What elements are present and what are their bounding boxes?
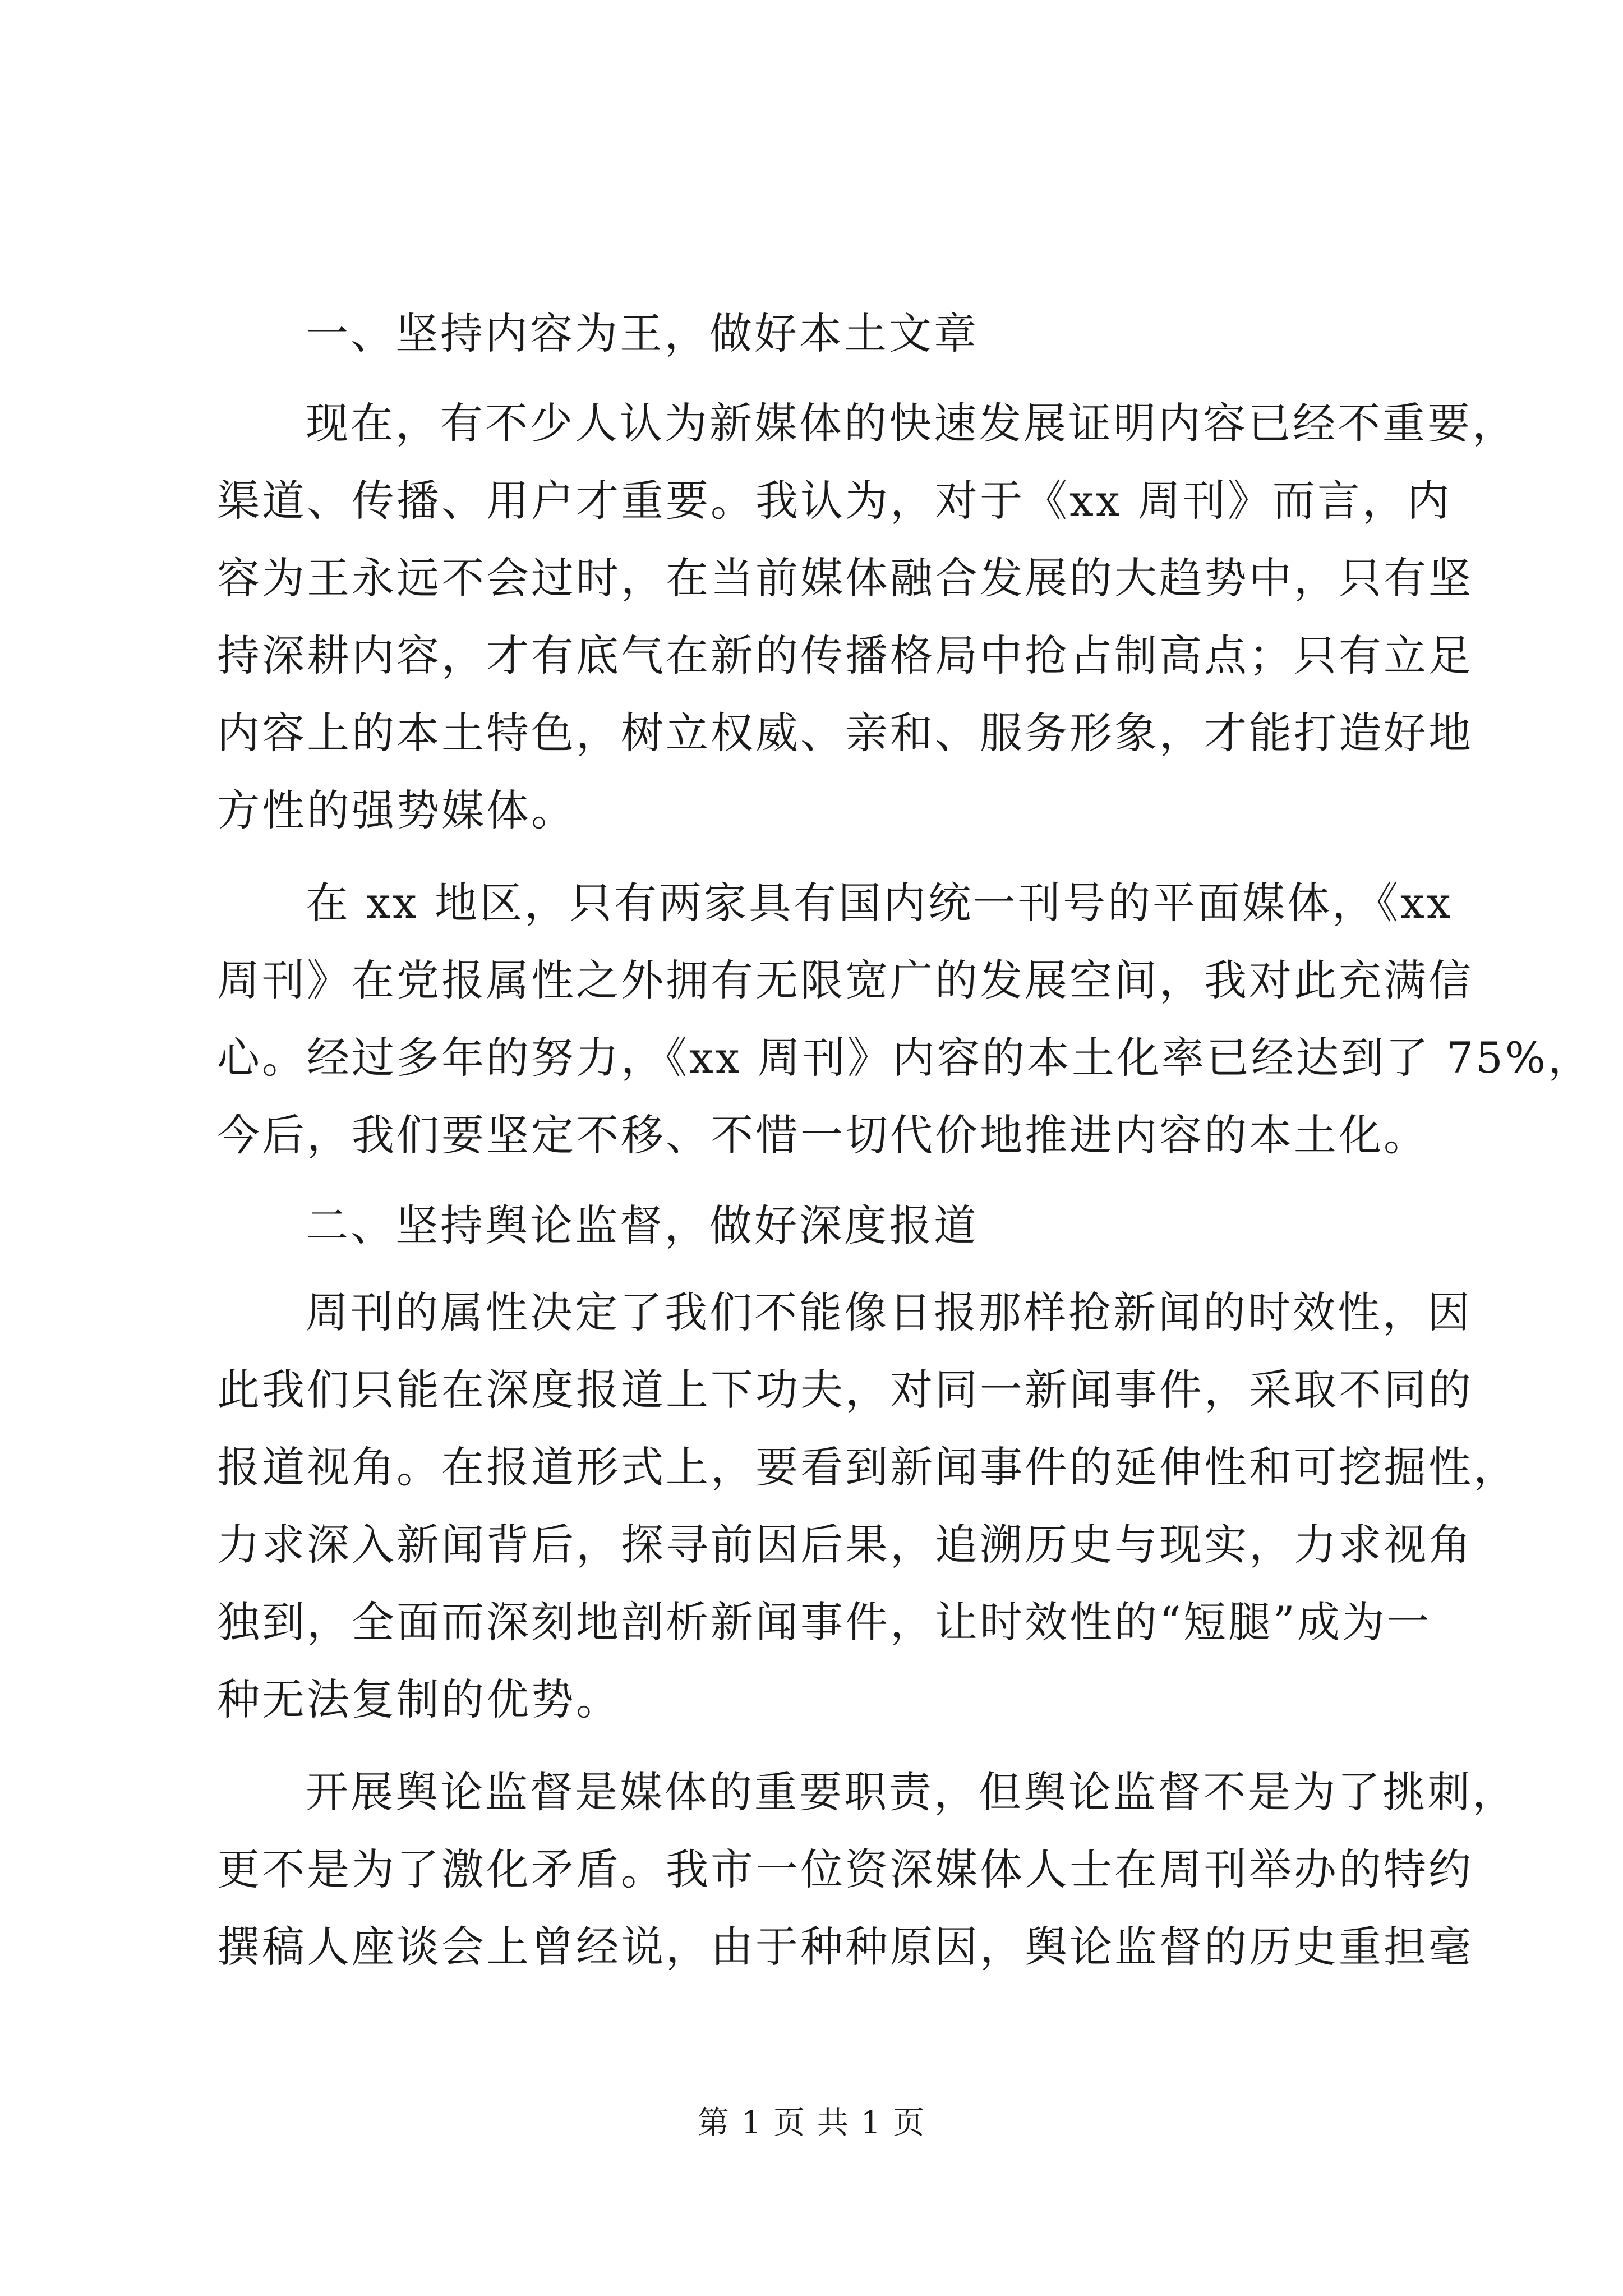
paragraph-line: 报道视角。在报道形式上，要看到新闻事件的延伸性和可挖掘性， [217,1442,1518,1492]
paragraph-line: 今后，我们要坚定不移、不惜一切代价地推进内容的本土化。 [217,1110,1428,1160]
paragraph-line: 现在，有不少人认为新媒体的快速发展证明内容已经不重要， [306,398,1517,448]
paragraph-line: 周刊》在党报属性之外拥有无限宽广的发展空间，我对此充满信 [217,955,1473,1005]
paragraph-line: 开展舆论监督是媒体的重要职责，但舆论监督不是为了挑刺， [306,1767,1517,1817]
paragraph-line: 独到，全面而深刻地剖析新闻事件，让时效性的“短腿”成为一 [217,1597,1432,1647]
section-heading-1: 一、坚持内容为王，做好本土文章 [306,309,979,358]
paragraph-line: 周刊的属性决定了我们不能像日报那样抢新闻的时效性，因 [306,1287,1472,1337]
paragraph-line: 容为王永远不会过时，在当前媒体融合发展的大趋势中，只有坚 [217,553,1473,603]
paragraph-line: 心。经过多年的努力，《xx 周刊》内容的本土化率已经达到了 75%， [217,1033,1593,1083]
paragraph-line: 此我们只能在深度报道上下功夫，对同一新闻事件，采取不同的 [217,1365,1473,1415]
paragraph-line: 渠道、传播、用户才重要。我认为，对于《xx 周刊》而言，内 [217,476,1452,526]
paragraph-line: 撰稿人座谈会上曾经说，由于种种原因，舆论监督的历史重担毫 [217,1922,1473,1972]
section-heading-2: 二、坚持舆论监督，做好深度报道 [306,1200,979,1250]
paragraph-line: 力求深入新闻背后，探寻前因后果，追溯历史与现实，力求视角 [217,1520,1473,1570]
paragraph-line: 更不是为了激化矛盾。我市一位资深媒体人士在周刊举办的特约 [217,1844,1473,1894]
paragraph-line: 方性的强势媒体。 [217,785,576,835]
paragraph-line: 种无法复制的优势。 [217,1674,621,1724]
page-footer: 第 1 页 共 1 页 [697,2105,926,2141]
paragraph-line: 内容上的本土特色，树立权威、亲和、服务形象，才能打造好地 [217,708,1473,758]
paragraph-line: 持深耕内容，才有底气在新的传播格局中抢占制高点；只有立足 [217,631,1473,680]
paragraph-line: 在 xx 地区，只有两家具有国内统一刊号的平面媒体，《xx [306,878,1453,928]
